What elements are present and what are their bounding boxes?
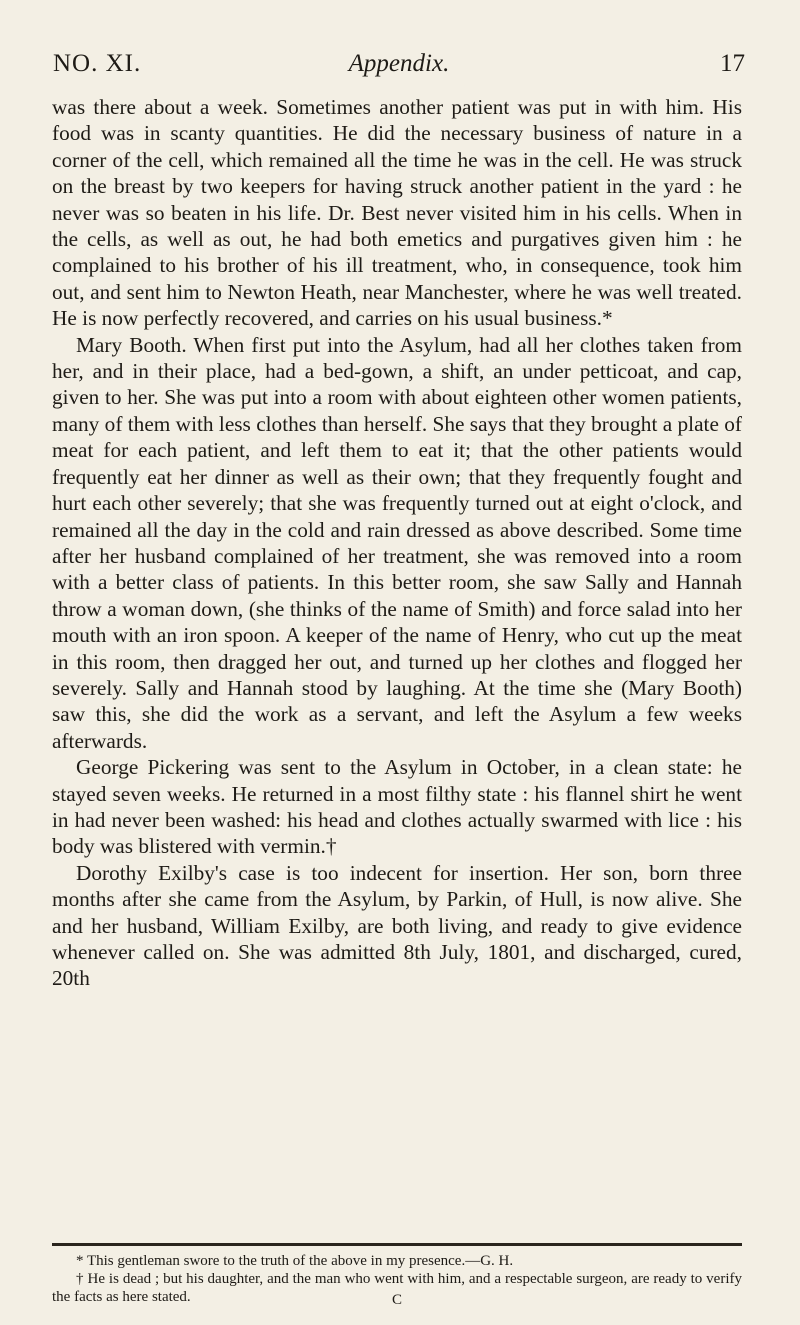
page-number: 17	[720, 50, 745, 77]
header-number: NO. XI.	[53, 50, 142, 77]
header-title: Appendix.	[348, 50, 450, 77]
paragraph-george-pickering: George Pickering was sent to the Asylum in October, in a clean state: he stayed seven weeks. He returned in a most filthy state : his flannel shirt he went in had never been washed: his head and clothes actually swarmed with lice : his body was blistered with vermin.†	[52, 755, 742, 859]
paragraph-mary-booth: Mary Booth. When first put into the Asylum, had all her clothes taken from her, and in their place, had a bed-gown, a shift, an under petticoat, and cap, given to her. She was put into a room with about eighteen other women patients, many of them with less clothes than herself. She says that they brought a plate of meat for each patient, and left them to eat it; that the other patients would frequently eat her dinner as well as their own; that they frequently fought and hurt each other severely; that she was frequently turned out at eight o'clock, and remained all the day in the cold and rain dressed as above described. Some time after her husband complained of her treatment, she was removed into a room with a better class of patients. In this better room, she saw Sally and Hannah throw a woman down, (she thinks of the name of Smith) and force salad into her mouth with an iron spoon. A keeper of the name of Henry, who cut up the meat in this room, then dragged her out, and turned up her clothes and flogged her severely. Sally and Hannah stood by laughing. At the time she (Mary Booth) saw this, she did the work as a servant, and left the Asylum a few weeks afterwards.	[52, 332, 742, 753]
body-text	[52, 94, 742, 992]
footnote-divider	[52, 1243, 742, 1246]
footnote-2: † He is dead ; but his daughter, and the man who went with him, and a respectable surgeon, are ready to verify the facts as here stated.	[52, 1271, 742, 1305]
paragraph-dorothy-exilby: Dorothy Exilby's case is too indecent for insertion. Her son, born three months after she came from the Asylum, by Parkin, of Hull, is now alive. She and her husband, William Exilby, are both living, and ready to give evidence whenever called on. She was admitted 8th July, 1801, and discharged, cured, 20th	[52, 860, 742, 991]
paragraph-1: was there about a week. Sometimes another patient was put in with him. His food was in scanty quantities. He did the necessary business of nature in a corner of the cell, which remained all the time he was in the cell. He was struck on the breast by two keepers for having struck another patient in the yard : he never was so beaten in his life. Dr. Best never visited him in his cells. When in the cells, as well as out, he had both emetics and purgatives given him : he complained to his brother of his ill treatment, who, in consequence, took him out, and sent him to Newton Heath, near Manchester, where he was well treated. He is now perfectly recovered, and carries on his usual business.*	[52, 95, 742, 331]
footnote-1: * This gentleman swore to the truth of the above in my presence.—G. H.	[76, 1253, 514, 1269]
running-header	[53, 50, 745, 86]
signature-mark: C	[391, 1292, 402, 1308]
